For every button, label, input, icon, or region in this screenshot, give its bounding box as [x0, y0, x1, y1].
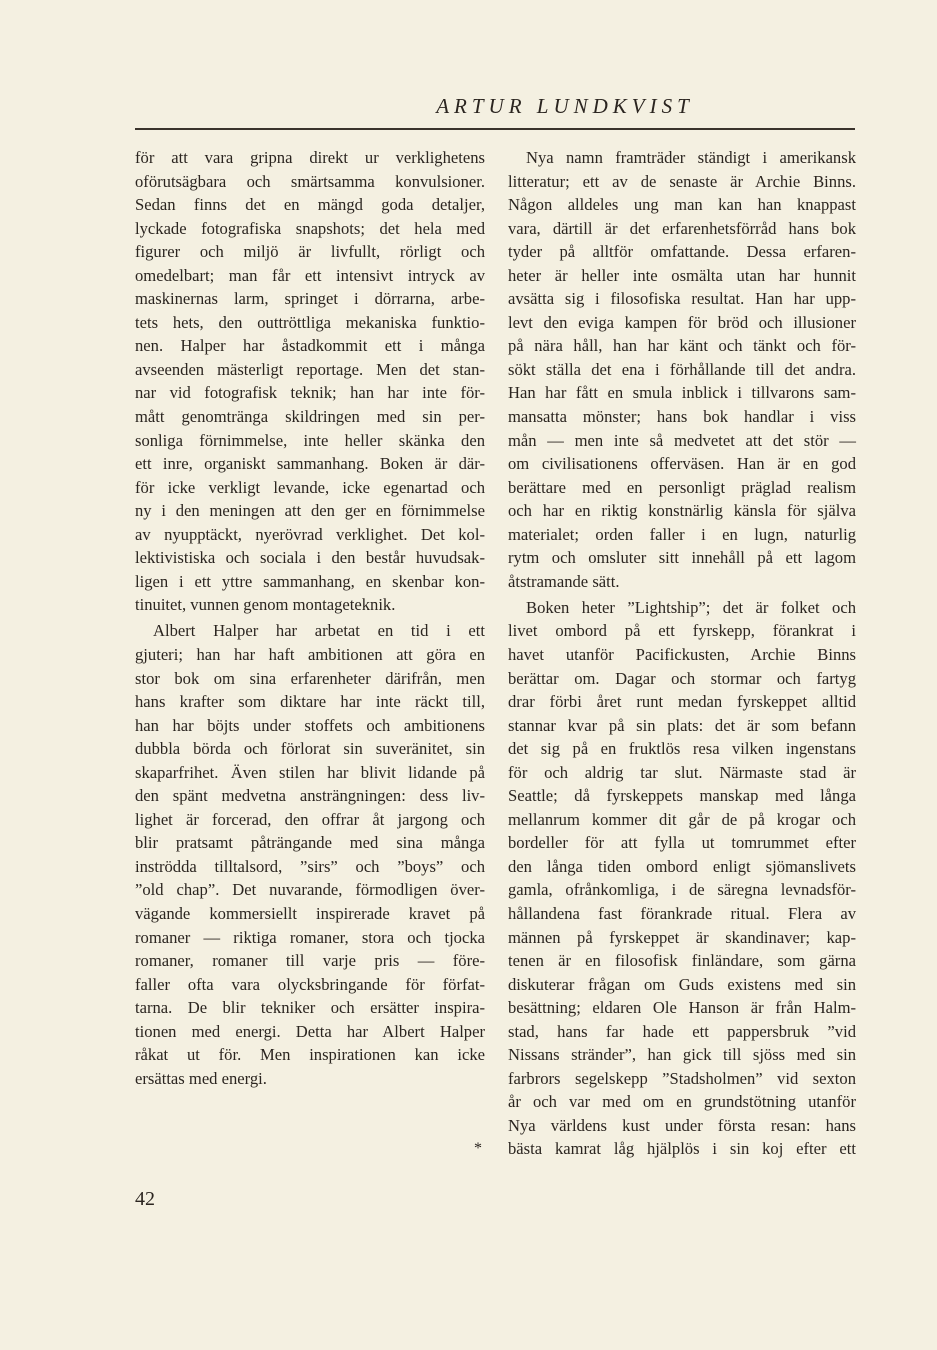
section-break: *: [474, 1140, 482, 1157]
text-line: tets hets, den outtröttliga mekaniska funktio-: [135, 312, 485, 332]
text-line: mansatta mönster; hans bok handlar i viss: [508, 407, 856, 427]
text-line: omedelbart; man får ett intensivt intryck av: [135, 265, 485, 285]
text-line: Sedan finns det en mängd goda detaljer,: [135, 195, 485, 215]
left-column: [135, 146, 485, 1093]
text-line: gamla, ofrånkomliga, i de säregna levnadsför-: [508, 880, 856, 900]
text-line: Nissans stränder”, han gick till sjöss med sin: [508, 1045, 856, 1065]
text-line: oförutsägbara och smärtsamma konvulsioner.: [135, 171, 485, 191]
text-line: litteratur; ett av de senaste är Archie Binns.: [508, 171, 856, 191]
text-line: för att vara gripna direkt ur verklighetens: [135, 148, 485, 167]
text-line: Albert Halper har arbetat en tid i ett: [153, 621, 485, 641]
text-line: inströdda tilltalsord, ”sirs” och ”boys” och: [135, 856, 485, 876]
text-line: ligen i ett yttre sammanhang, en skenbar kon-: [135, 571, 485, 591]
text-line: tionen med energi. Detta har Albert Halper: [135, 1021, 485, 1041]
text-line: Boken heter ”Lightship”; det är folket och: [526, 597, 856, 617]
text-line: besättning; eldaren Ole Hanson är från Halm-: [508, 998, 856, 1018]
text-line: havet utanför Pacifickusten, Archie Binns: [508, 644, 856, 664]
text-line: gjuteri; han har haft ambitionen att göra en: [135, 644, 485, 664]
text-line: hans krafter som diktare har inte räckt till,: [135, 692, 485, 712]
text-line: avseenden mästerligt reportage. Men det stan-: [135, 359, 485, 379]
text-line: för icke verkligt levande, icke egenartad och: [135, 477, 485, 497]
text-line: levt den eviga kampen för bröd och illusioner: [508, 312, 856, 332]
text-line: romaner — riktiga romaner, stora och tjocka: [135, 927, 485, 947]
text-line: ersättas med energi.: [135, 1068, 267, 1088]
text-line: mån — men inte så medvetet att det stör —: [508, 430, 856, 450]
paragraph: [508, 146, 856, 593]
text-line: hållandena fast förankrade ritual. Flera av: [508, 904, 856, 923]
text-line: bordeller för att fylla ut tomrummet efter: [508, 833, 856, 853]
text-line: på nära håll, han har känt och tänkt och för-: [508, 336, 856, 356]
text-line: tarna. De blir tekniker och ersätter inspira-: [135, 998, 485, 1018]
text-line: männen på fyrskeppet är skandinaver; kap-: [508, 927, 856, 947]
text-line: farbrors segelskepp ”Stadsholmen” vid sexton: [508, 1068, 856, 1088]
text-line: berättar om. Dagar och stormar och fartyg: [508, 668, 856, 688]
text-line: romaner, romaner till varje pris — före-: [135, 951, 485, 971]
paragraph: [135, 146, 485, 617]
text-line: om civilisationens offerväsen. Han är en god: [508, 454, 856, 474]
text-line: Nya världens kust under första resan: hans: [508, 1115, 856, 1135]
text-line: avsätta sig i filosofiska resultat. Han har upp-: [508, 289, 856, 309]
text-line: ett inre, organiskt sammanhang. Boken är där-: [135, 454, 485, 474]
header-rule: [135, 128, 855, 130]
text-line: lighet är forcerad, den offrar åt jargong och: [135, 809, 485, 829]
text-line: åtstramande sätt.: [508, 571, 620, 591]
text-line: skaparfrihet. Även stilen har blivit lidande på: [135, 762, 485, 782]
text-line: ny i den meningen att den ger en förnimmelse: [135, 501, 485, 521]
text-line: Seattle; då fyrskeppets manskap med långa: [508, 786, 856, 806]
text-line: av nyupptäckt, nyerövrad verklighet. Det kol-: [135, 524, 485, 544]
text-line: tyder på alltför omfattande. Dessa erfaren-: [508, 242, 856, 262]
text-line: sonliga förnimmelse, inte heller skänka den: [135, 430, 485, 450]
text-line: bästa kamrat låg hjälplös i sin koj efter ett: [508, 1139, 856, 1159]
text-line: mått genomtränga skildringen med sin per-: [135, 407, 485, 427]
text-line: och har en riktig konstnärlig känsla för själva: [508, 501, 856, 521]
text-line: lyckade fotografiska snapshots; det hela med: [135, 218, 485, 238]
text-line: drar förbi året runt medan fyrskeppet alltid: [508, 692, 856, 712]
text-line: dubbla börda och förlorat sin suveränitet, sin: [135, 739, 485, 759]
text-line: Någon alldeles ung man kan han knappast: [508, 195, 856, 215]
text-line: Nya namn framträder ständigt i amerikansk: [526, 148, 856, 167]
text-line: råkat ut för. Men inspirationen kan icke: [135, 1045, 485, 1065]
paragraph: [508, 596, 856, 1161]
text-line: tenen är en filosofisk finländare, som gärna: [508, 951, 856, 971]
paragraph: [135, 619, 485, 1090]
text-line: sökt ställa det ena i förhållande till det andra.: [508, 359, 856, 379]
text-line: nen. Halper har åstadkommit ett i många: [135, 336, 485, 356]
text-line: för och aldrig tar slut. Närmaste stad är: [508, 762, 856, 782]
text-line: diskuterar frågan om Guds existens med sin: [508, 974, 856, 994]
text-line: rytm och omsluter sitt innehåll på ett lagom: [508, 548, 856, 568]
text-line: stad, hans far hade ett pappersbruk ”vid: [508, 1021, 856, 1041]
text-line: vägande kommersiellt inspirerade kravet på: [135, 904, 485, 923]
text-line: lektivistiska och sociala i den består huvudsak-: [135, 548, 485, 568]
right-column: [508, 146, 856, 1164]
text-line: år och var med om en grundstötning utanför: [508, 1092, 856, 1112]
text-line: nar vid fotografisk teknik; han har inte för-: [135, 383, 485, 403]
text-line: berättare med en personligt präglad realism: [508, 477, 856, 497]
text-line: den långa tiden ombord enligt sjömanslivets: [508, 856, 856, 876]
text-line: mellanrum kommer dit går de på krogar och: [508, 809, 856, 829]
text-line: han har böjts under stoffets och ambitionens: [135, 715, 485, 735]
text-line: Han har fått en smula inblick i tillvarons sam-: [508, 383, 856, 403]
text-line: maskinernas larm, springet i dörrarna, arbe-: [135, 289, 485, 309]
text-line: stannar kvar på sin plats: det är som befann: [508, 715, 856, 735]
text-line: tinuitet, vunnen genom montageteknik.: [135, 595, 396, 615]
text-line: den spänt medvetna ansträngningen: dess liv-: [135, 786, 485, 806]
text-line: stor bok om sina erfarenheter därifrån, men: [135, 668, 485, 688]
text-line: livet ombord på ett fyrskepp, förankrat i: [508, 621, 856, 641]
running-header: ARTUR LUNDKVIST: [436, 94, 694, 118]
text-line: vara, därtill är det erfarenhetsförråd hans bok: [508, 218, 856, 238]
text-line: faller ofta vara olycksbringande för förfat-: [135, 974, 485, 994]
text-line: blir pratsamt påträngande med sina många: [135, 833, 485, 853]
page-number: 42: [135, 1188, 155, 1210]
text-line: materialet; orden faller i en lugn, naturlig: [508, 524, 856, 544]
text-line: det sig på en fruktlös resa vilken ingenstans: [508, 739, 856, 759]
text-line: heter är heller inte osmälta utan har hunnit: [508, 265, 856, 285]
text-line: ”old chap”. Det nuvarande, förmodligen över-: [135, 880, 485, 900]
text-line: figurer och miljö är livfullt, rörligt och: [135, 242, 485, 262]
